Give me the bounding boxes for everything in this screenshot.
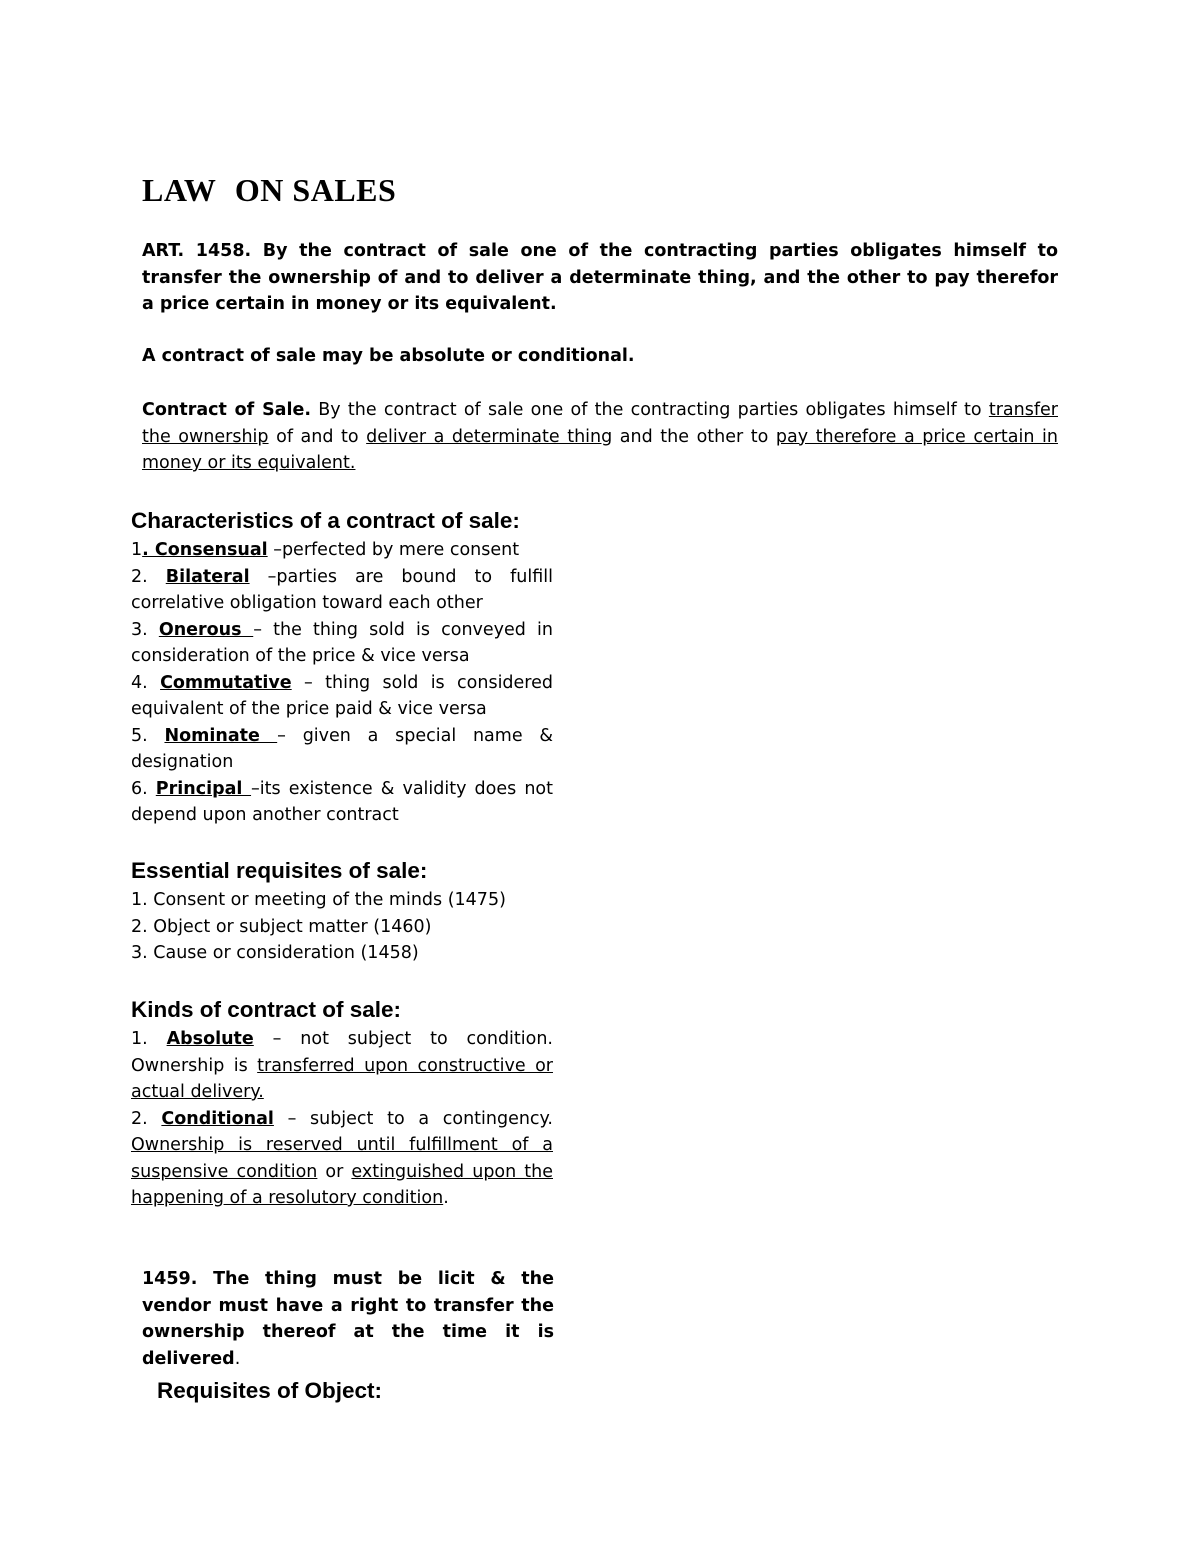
conditional-description: – subject to a contingency. [273,1108,553,1129]
essential-requisites-section [131,857,553,967]
term-onerous: Onerous [158,619,254,640]
term-description: – thing sold is considered equivalent of the price paid & vice versa [131,672,553,719]
conditional-connector: or [317,1161,352,1182]
absolute-ownership-phrase: transferred upon constructive or actual delivery. [131,1055,553,1102]
item-number: 4. [131,672,161,693]
item-number: 6. [131,778,156,799]
item-number: 1. [131,1029,167,1049]
requisite-item-cause: 3. Cause or consideration (1458) [131,943,419,963]
requisite-item-consent: 1. Consent or meeting of the minds (1475) [131,890,506,910]
contract-of-sale-text-3: and the other to [612,426,776,447]
absolute-or-conditional-note: A contract of sale may be absolute or conditional. [142,346,635,366]
characteristic-item-commutative [131,670,553,723]
conditional-period: . [443,1188,449,1208]
term-description: –parties are bound to fulfill correlative obligation toward each other [131,566,553,613]
term-conditional: Conditional [161,1108,274,1129]
pay-price-phrase: pay therefore a price certain in money or its equivalent. [142,426,1058,473]
characteristics-section [131,507,553,829]
kind-item-conditional [131,1106,553,1212]
term-description: –perfected by mere consent [267,540,520,560]
item-number: 1 [131,540,143,560]
document-title [142,170,396,210]
characteristic-item-nominate [131,723,553,776]
characteristic-item-principal [131,776,553,829]
art-1459-text: 1459. The thing must be licit & the vendor must have a right to transfer the ownership thereof at the time it is delivered [142,1269,554,1369]
contract-of-sale-text-2: of and to [268,426,367,447]
term-description: – the thing sold is conveyed in consideration of the price & vice versa [131,619,553,666]
characteristics-heading: Characteristics of a contract of sale: [131,508,520,533]
title-words-on-sales: ON SALES [234,172,397,208]
term-description: –its existence & validity does not depend upon another contract [131,778,553,825]
art-1459-period: . [234,1348,241,1369]
suspensive-condition-phrase: Ownership is reserved until fulfillment of a suspensive condition [131,1135,553,1182]
resolutory-condition-phrase: extinguished upon the happening of a resolutory condition [131,1161,553,1208]
essential-requisites-heading: Essential requisites of sale: [131,858,428,883]
characteristic-item-bilateral [131,564,553,617]
term-consensual: . Consensual [142,540,268,560]
contract-of-sale-label: Contract of Sale. [142,400,312,420]
item-number: 2. [131,1108,162,1129]
art-1459-paragraph [142,1266,554,1372]
term-bilateral: Bilateral [165,566,250,587]
characteristic-item-consensual [131,537,553,564]
kinds-of-sale-section [131,996,553,1212]
item-number: 3. [131,619,159,640]
contract-of-sale-text-1: By the contract of sale one of the contracting parties obligates himself to [311,400,989,420]
transfer-ownership-phrase: transfer the ownership [142,400,1058,447]
term-description: – given a special name & designation [131,725,553,772]
art-1458-text: By the contract of sale one of the contracting parties obligates himself to transfer the ownership of and to deliver a determinate thing, and the other to pay therefor a price certain in money or its equivalent. [142,241,1058,314]
art-1458-paragraph [142,238,1058,318]
deliver-thing-phrase: deliver a determinate thing [366,426,613,447]
term-principal: Principal [155,778,252,799]
item-number: 5. [131,725,165,746]
term-absolute: Absolute [166,1029,254,1049]
requisites-of-object-heading: Requisites of Object: [157,1378,383,1403]
item-number: 2. [131,566,166,587]
requisite-item-object: 2. Object or subject matter (1460) [131,916,432,937]
absolute-description: – not subject to condition. Ownership is [131,1029,553,1076]
art-1458-label: ART. 1458. [142,241,252,261]
characteristic-item-onerous [131,617,553,670]
contract-of-sale-paragraph [142,397,1058,477]
title-word-law: LAW [142,172,217,208]
term-nominate: Nominate [164,725,278,746]
kind-item-absolute [131,1026,553,1106]
kinds-of-sale-heading: Kinds of contract of sale: [131,997,402,1022]
term-commutative: Commutative [160,672,292,693]
